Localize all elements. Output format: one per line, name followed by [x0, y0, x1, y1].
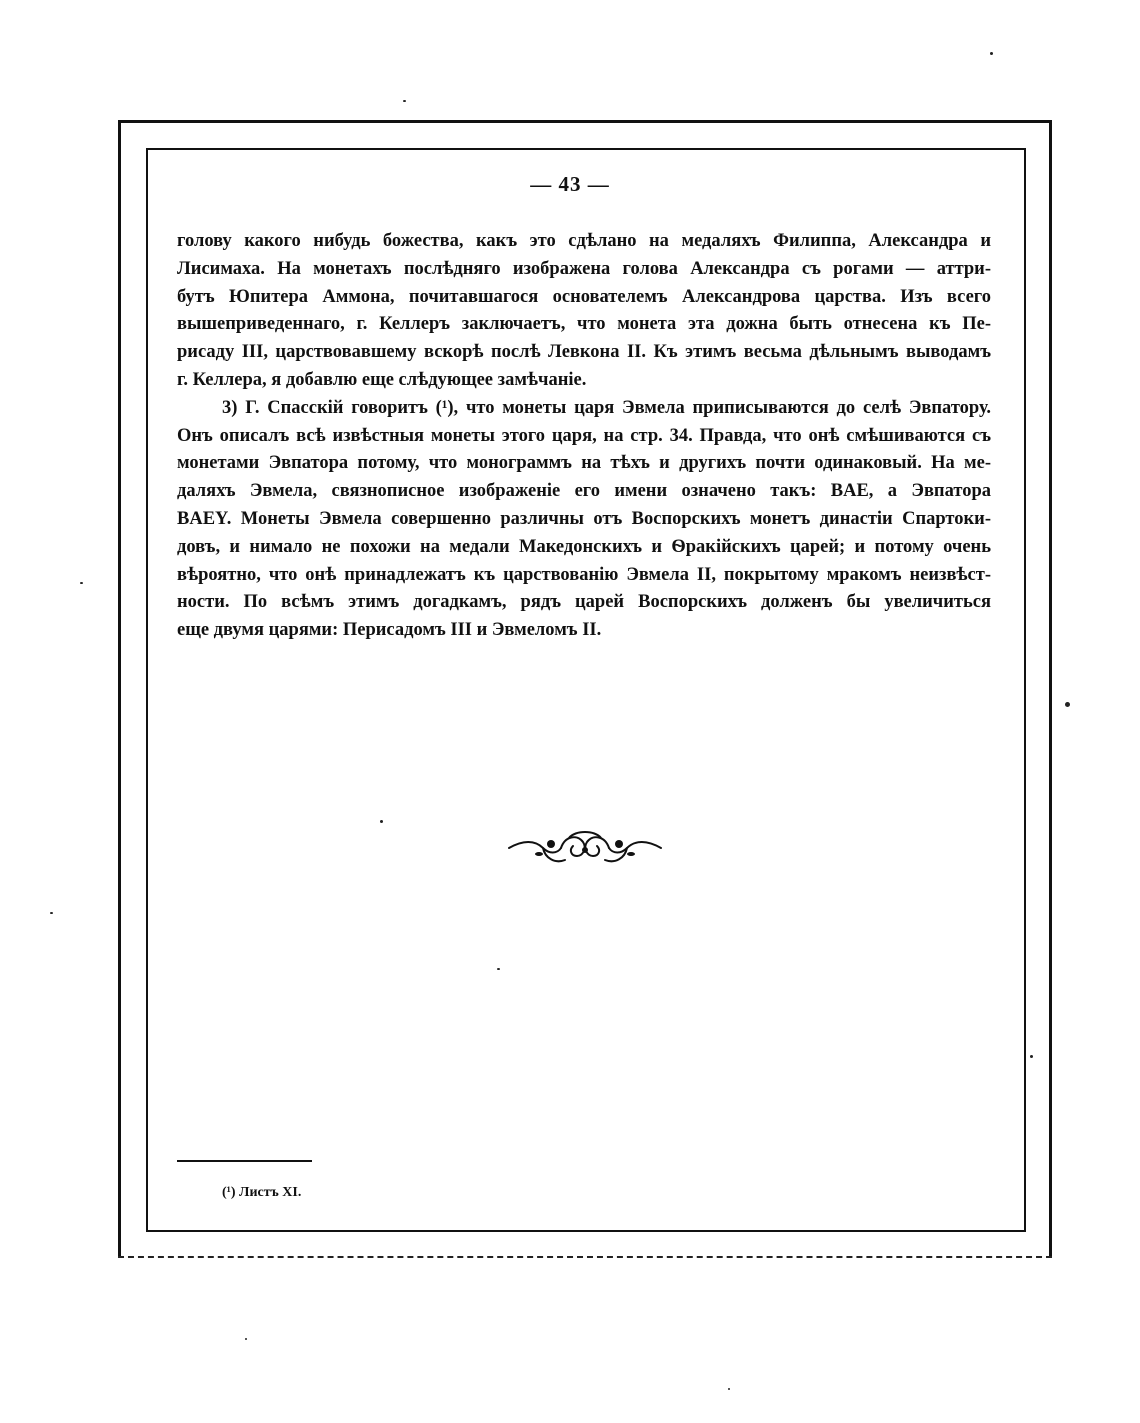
scan-speck: [1030, 1055, 1033, 1058]
scan-speck: [245, 1338, 247, 1340]
text-line: вѣроятно, что онѣ принадлежатъ къ царствованію Эвмела II, покрытому мракомъ неизвѣст-: [177, 564, 991, 585]
scan-speck: [497, 968, 500, 970]
text-line: рисаду III, царствовавшему вскорѣ послѣ Левкона II. Къ этимъ весьма дѣльнымъ выводамъ: [177, 342, 991, 363]
scan-speck: [403, 100, 406, 102]
text-line: BAEY. Монеты Эвмела совершенно различны отъ Воспорскихъ монетъ династіи Спартоки-: [177, 508, 991, 529]
scan-speck: [50, 912, 53, 914]
text-line: еще двумя царями: Перисадомъ III и Эвмеломъ II.: [177, 620, 602, 641]
text-line: 3) Г. Спасскій говоритъ (¹), что монеты царя Эвмела приписываются до селѣ Эвпатору.: [222, 397, 991, 418]
text-line: г. Келлера, я добавлю еще слѣдующее замѣчаніе.: [177, 369, 587, 390]
text-line: голову какого нибудь божества, какъ это сдѣлано на медаляхъ Филиппа, Александра и: [177, 231, 991, 251]
body-text: [177, 228, 991, 645]
footnote: (¹) Листъ XI.: [222, 1185, 302, 1200]
ornament-flourish: [505, 826, 665, 870]
text-line: вышеприведеннаго, г. Келлеръ заключаетъ, что монета эта дожна быть отнесена къ Пе-: [177, 314, 991, 335]
scan-speck: [990, 52, 993, 55]
page-number: — 43 —: [530, 172, 610, 196]
text-line: довъ, и нимало не похожи на медали Македонскихъ и Ѳракійскихъ царей; и потому очень: [177, 536, 991, 557]
text-line: Онъ описалъ всѣ извѣстныя монеты этого царя, на стр. 34. Правда, что онѣ смѣшиваются съ: [177, 425, 991, 446]
outer-frame-bottom-rule: [118, 1256, 1052, 1258]
text-line: ности. По всѣмъ этимъ догадкамъ, рядъ царей Воспорскихъ долженъ бы увеличиться: [177, 592, 991, 613]
scan-speck: [728, 1388, 730, 1390]
scan-speck: [380, 820, 383, 823]
scan-speck: [1065, 702, 1070, 707]
footnote-rule: [177, 1160, 312, 1162]
text-line: даляхъ Эвмела, связнописное изображеніе его имени означено такъ: BAE, а Эвпатора: [177, 481, 991, 502]
scan-speck: [80, 582, 83, 584]
text-line: бутъ Юпитера Аммона, почитавшагося основателемъ Александрова царства. Изъ всего: [177, 286, 991, 307]
text-line: монетами Эвпатора потому, что монограммъ на тѣхъ и другихъ почти одинаковый. На ме-: [177, 453, 991, 474]
text-line: Лисимаха. На монетахъ послѣдняго изображена голова Александра съ рогами — аттри-: [177, 258, 991, 279]
